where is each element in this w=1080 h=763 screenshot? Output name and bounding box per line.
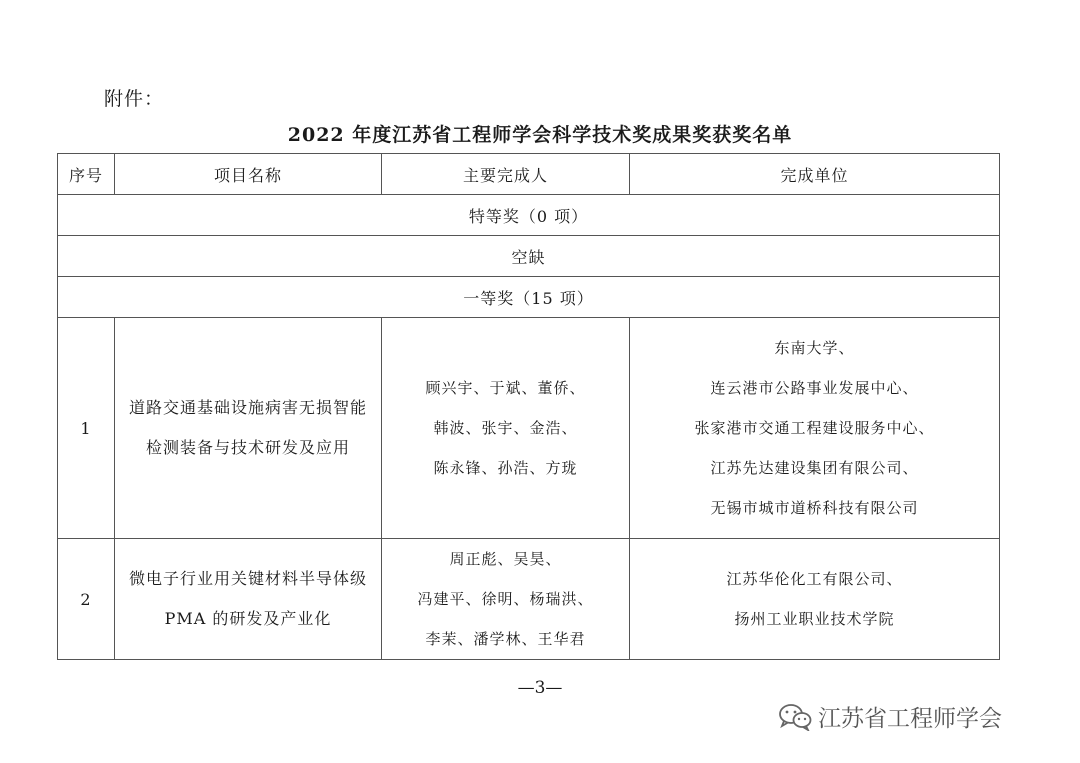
main-persons xyxy=(382,539,630,660)
attachment-label: 附件： xyxy=(104,88,165,110)
header-number: 序号 xyxy=(58,154,115,195)
table-header-row xyxy=(58,154,1000,195)
header-units: 完成单位 xyxy=(630,154,1000,195)
completion-units xyxy=(630,318,1000,539)
watermark xyxy=(778,700,1002,733)
section-row-special-empty xyxy=(58,236,1000,277)
person-line: 韩波、张宇、金浩、 xyxy=(433,419,578,437)
section-special-award: 特等奖（0 项） xyxy=(58,195,1000,236)
project-line: 检测装备与技术研发及应用 xyxy=(145,438,350,457)
row-number: 1 xyxy=(58,318,115,539)
section-first-award: 一等奖（15 项） xyxy=(58,277,1000,318)
unit-line: 无锡市城市道桥科技有限公司 xyxy=(710,499,919,517)
project-line: 道路交通基础设施病害无损智能 xyxy=(128,398,367,417)
wechat-icon xyxy=(778,703,812,731)
unit-line: 连云港市公路事业发展中心、 xyxy=(710,379,919,397)
special-award-vacant: 空缺 xyxy=(58,236,1000,277)
completion-units xyxy=(630,539,1000,660)
watermark-text: 江苏省工程师学会 xyxy=(818,706,1002,732)
main-persons xyxy=(382,318,630,539)
unit-line: 扬州工业职业技术学院 xyxy=(734,610,895,628)
unit-line: 江苏华伦化工有限公司、 xyxy=(726,570,903,588)
person-line: 李茉、潘学林、王华君 xyxy=(425,630,586,648)
awards-table xyxy=(57,153,1000,660)
header-persons: 主要完成人 xyxy=(382,154,630,195)
table-row xyxy=(58,318,1000,539)
page-number: —3— xyxy=(517,678,563,698)
header-project: 项目名称 xyxy=(115,154,382,195)
unit-line: 张家港市交通工程建设服务中心、 xyxy=(694,419,935,437)
section-row-first xyxy=(58,277,1000,318)
row-number: 2 xyxy=(58,539,115,660)
person-line: 冯建平、徐明、杨瑞洪、 xyxy=(417,590,594,608)
person-line: 周正彪、吴昊、 xyxy=(449,550,562,568)
document-title: 2022 年度江苏省工程师学会科学技术奖成果奖获奖名单 xyxy=(287,124,793,146)
section-row-special xyxy=(58,195,1000,236)
unit-line: 东南大学、 xyxy=(774,339,855,357)
unit-line: 江苏先达建设集团有限公司、 xyxy=(710,459,919,477)
project-name xyxy=(115,318,382,539)
project-line: PMA 的研发及产业化 xyxy=(164,609,332,628)
project-name xyxy=(115,539,382,660)
person-line: 陈永锋、孙浩、方珑 xyxy=(433,459,578,477)
person-line: 顾兴宇、于斌、董侨、 xyxy=(425,379,586,397)
table-row xyxy=(58,539,1000,660)
project-line: 微电子行业用关键材料半导体级 xyxy=(128,569,367,588)
